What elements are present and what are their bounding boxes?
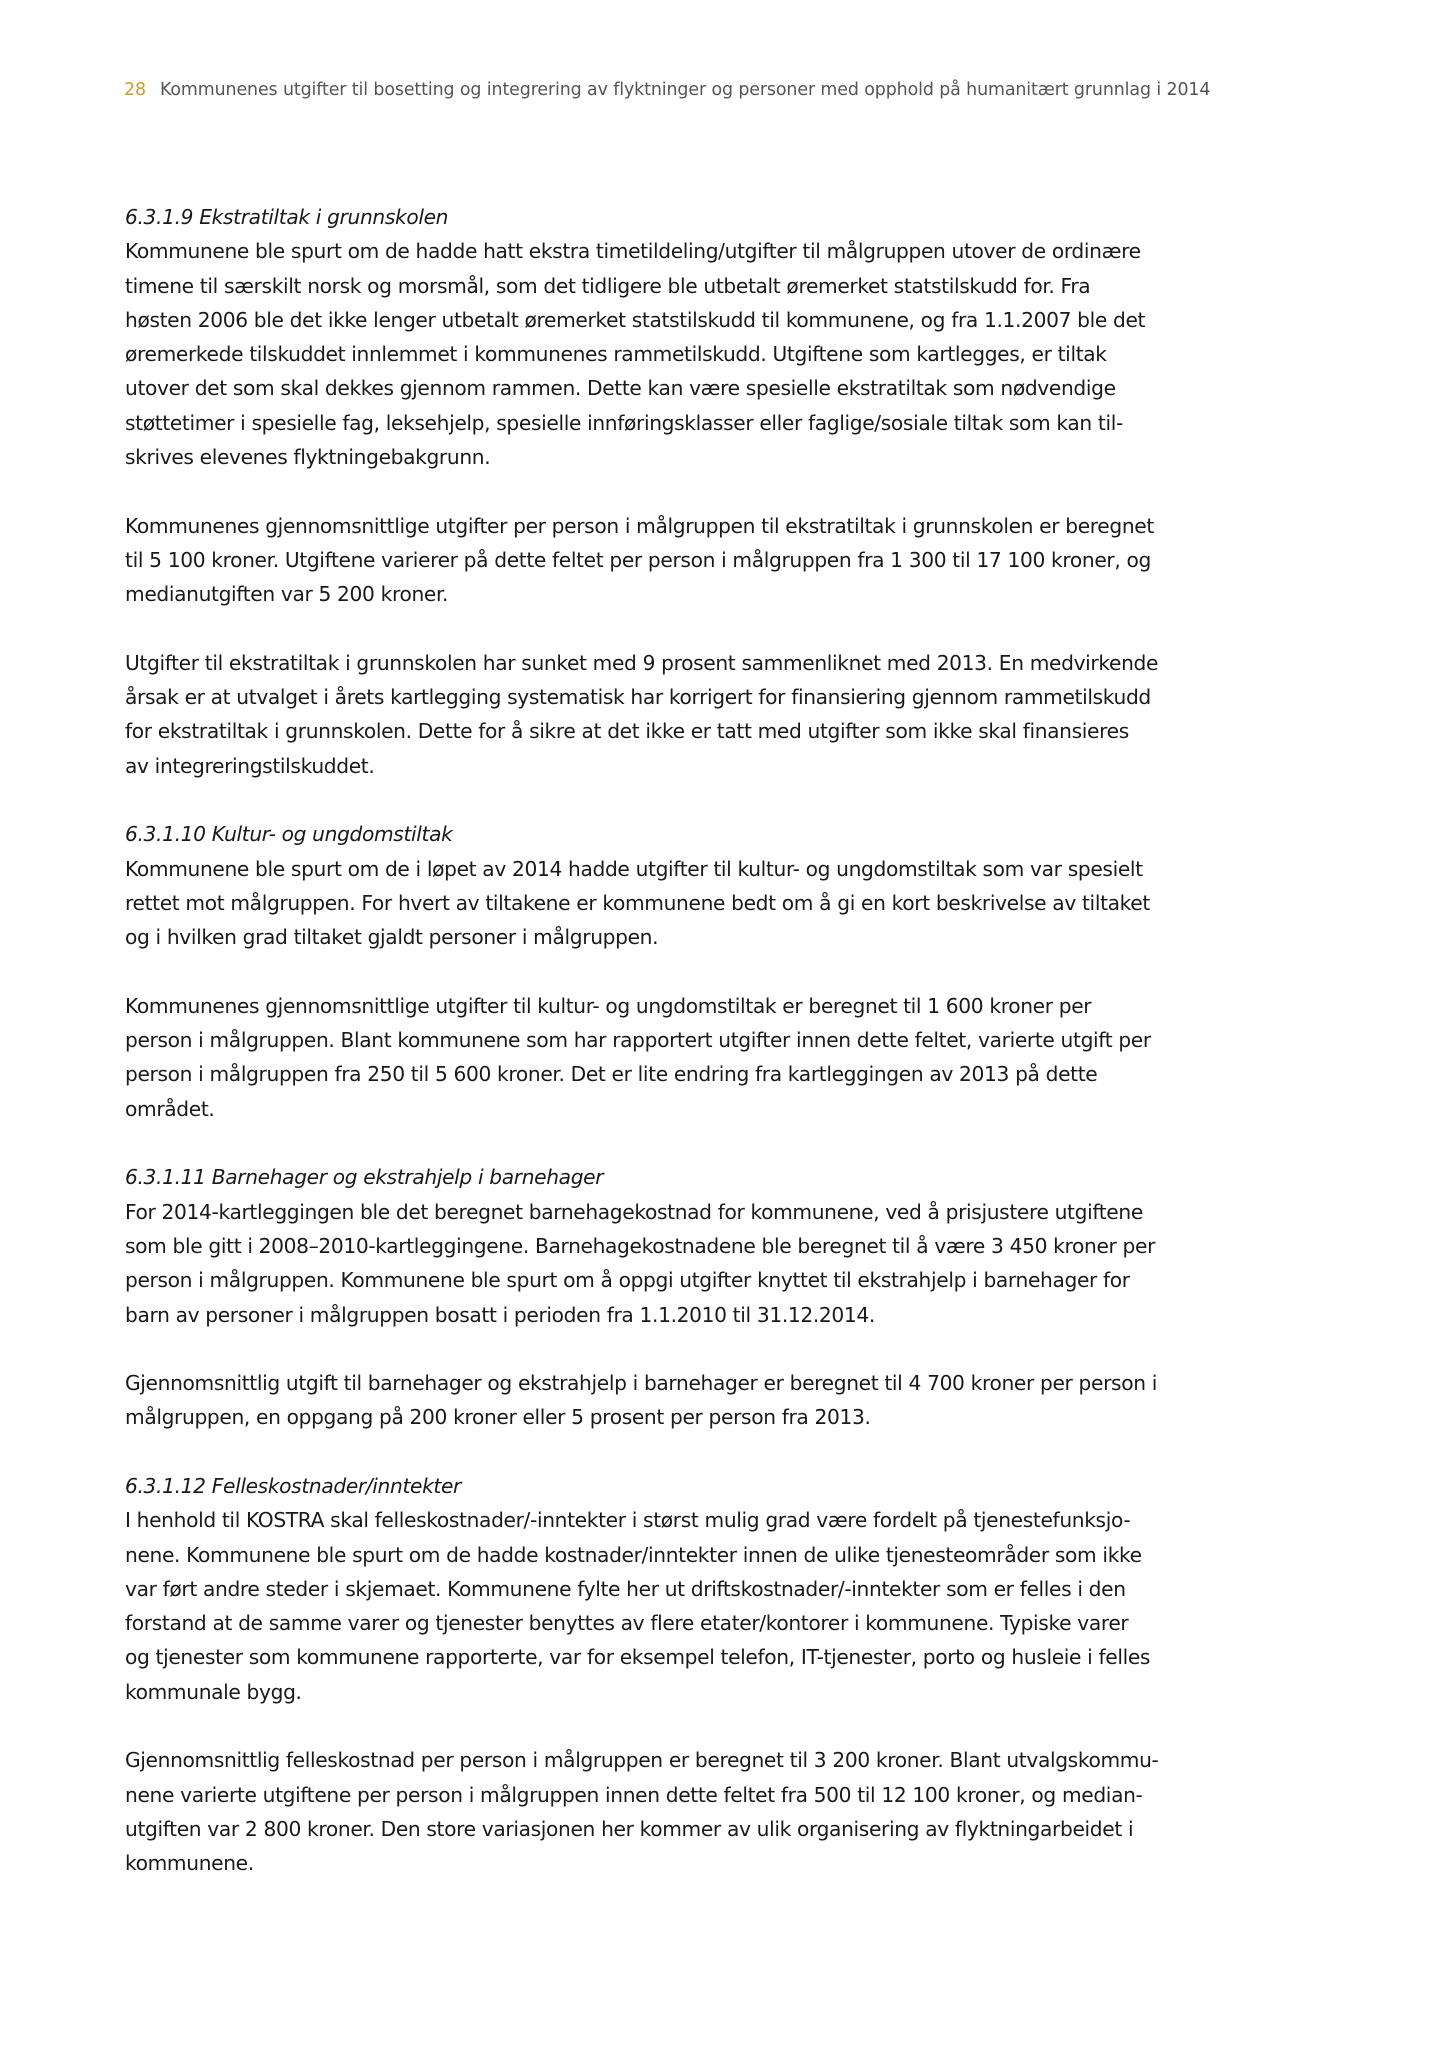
paragraph: [125, 1743, 1320, 1880]
page-number: 28: [124, 80, 146, 100]
text-line: forstand at de samme varer og tjenester benyttes av flere etater/kontorer i kommunene. Typiske varer: [125, 1611, 1129, 1636]
text-line: person i målgruppen fra 250 til 5 600 kroner. Det er lite endring fra kartleggingen av 2013 på dette: [125, 1062, 1098, 1087]
text-line: høsten 2006 ble det ikke lenger utbetalt øremerket statstilskudd til kommunene, og fra 1.1.2007 ble det: [125, 307, 1146, 332]
paragraph: [125, 234, 1320, 474]
section-gap: [125, 1435, 1320, 1469]
text-line: Gjennomsnittlig utgift til barnehager og ekstrahjelp i barnehager er beregnet til 4 700 kroner per person i: [125, 1371, 1157, 1396]
text-line: I henhold til KOSTRA skal felleskostnader/-inntekter i størst mulig grad være fordelt på tjenestefunksjo-: [125, 1508, 1131, 1533]
section-heading: 6.3.1.11 Barnehager og ekstrahjelp i barnehager: [125, 1165, 604, 1190]
text-line: Utgifter til ekstratiltak i grunnskolen har sunket med 9 prosent sammenliknet med 2013. En medvirkende: [125, 650, 1159, 675]
text-line: Kommunenes gjennomsnittlige utgifter per person i målgruppen til ekstratiltak i grunnskolen er beregnet: [125, 513, 1154, 538]
text-line: området.: [125, 1096, 215, 1121]
text-line: person i målgruppen. Blant kommunene som har rapportert utgifter innen dette feltet, varierte utgift per: [125, 1028, 1151, 1053]
section-kultur-ungdomstiltak: [125, 817, 1320, 1126]
document-body: [125, 200, 1320, 1881]
text-line: Kommunene ble spurt om de i løpet av 2014 hadde utgifter til kultur- og ungdomstiltak som var spesielt: [125, 856, 1143, 881]
text-line: medianutgiften var 5 200 kroner.: [125, 582, 449, 607]
paragraph: [125, 1366, 1320, 1435]
text-line: for ekstratiltak i grunnskolen. Dette for å sikre at det ikke er tatt med utgifter som ikke skal finansieres: [125, 719, 1129, 744]
text-line: kommunale bygg.: [125, 1679, 302, 1704]
running-header-title: Kommunenes utgifter til bosetting og integrering av flyktninger og personer med opphold på humanitært grunnlag i 2014: [159, 80, 1211, 100]
section-heading: 6.3.1.10 Kultur- og ungdomstiltak: [125, 822, 453, 847]
text-line: skrives elevenes flyktningebakgrunn.: [125, 445, 491, 470]
section-gap: [125, 1126, 1320, 1160]
paragraph: [125, 989, 1320, 1126]
paragraph: [125, 646, 1320, 783]
text-line: av integreringstilskuddet.: [125, 753, 375, 778]
paragraph: [125, 852, 1320, 955]
section-heading: 6.3.1.12 Felleskostnader/inntekter: [125, 1473, 462, 1498]
text-line: kommunene.: [125, 1851, 254, 1876]
text-line: nene varierte utgiftene per person i målgruppen innen dette feltet fra 500 til 12 100 kroner, og median-: [125, 1782, 1143, 1807]
text-line: barn av personer i målgruppen bosatt i perioden fra 1.1.2010 til 31.12.2014.: [125, 1302, 875, 1327]
text-line: rettet mot målgruppen. For hvert av tiltakene er kommunene bedt om å gi en kort beskrivelse av tiltaket: [125, 890, 1150, 915]
paragraph-gap: [125, 1709, 1320, 1743]
text-line: For 2014-kartleggingen ble det beregnet barnehagekostnad for kommunene, ved å prisjustere utgiftene: [125, 1199, 1143, 1224]
text-line: var ført andre steder i skjemaet. Kommunene fylte her ut driftskostnader/-inntekter som er felles i den: [125, 1576, 1126, 1601]
text-line: nene. Kommunene ble spurt om de hadde kostnader/inntekter innen de ulike tjenesteområder som ikke: [125, 1542, 1142, 1567]
text-line: og i hvilken grad tiltaket gjaldt personer i målgruppen.: [125, 925, 659, 950]
paragraph-gap: [125, 955, 1320, 989]
section-felleskostnader: [125, 1469, 1320, 1881]
text-line: utgiften var 2 800 kroner. Den store variasjonen her kommer av ulik organisering av flyktningarbeidet i: [125, 1816, 1134, 1841]
text-line: Kommunenes gjennomsnittlige utgifter til kultur- og ungdomstiltak er beregnet til 1 600 kroner per: [125, 993, 1092, 1018]
running-header: [124, 80, 1210, 100]
text-line: utover det som skal dekkes gjennom rammen. Dette kan være spesielle ekstratiltak som nødvendige: [125, 376, 1116, 401]
section-ekstratiltak-grunnskolen: [125, 200, 1320, 783]
text-line: Kommunene ble spurt om de hadde hatt ekstra timetildeling/utgifter til målgruppen utover de ordinære: [125, 239, 1141, 264]
paragraph-gap: [125, 474, 1320, 508]
text-line: Gjennomsnittlig felleskostnad per person i målgruppen er beregnet til 3 200 kroner. Blant utvalgskommu-: [125, 1748, 1159, 1773]
text-line: person i målgruppen. Kommunene ble spurt om å oppgi utgifter knyttet til ekstrahjelp i barnehager for: [125, 1268, 1130, 1293]
text-line: og tjenester som kommunene rapporterte, var for eksempel telefon, IT-tjenester, porto og husleie i felles: [125, 1645, 1151, 1670]
paragraph-gap: [125, 612, 1320, 646]
section-gap: [125, 783, 1320, 817]
paragraph: [125, 509, 1320, 612]
section-barnehager: [125, 1160, 1320, 1434]
paragraph: [125, 1503, 1320, 1709]
text-line: til 5 100 kroner. Utgiftene varierer på dette feltet per person i målgruppen fra 1 300 til 17 100 kroner, og: [125, 547, 1151, 572]
paragraph-gap: [125, 1332, 1320, 1366]
text-line: årsak er at utvalget i årets kartlegging systematisk har korrigert for finansiering gjennom rammetilskudd: [125, 685, 1151, 710]
text-line: øremerkede tilskuddet innlemmet i kommunenes rammetilskudd. Utgiftene som kartlegges, er tiltak: [125, 342, 1107, 367]
paragraph: [125, 1195, 1320, 1332]
text-line: timene til særskilt norsk og morsmål, som det tidligere ble utbetalt øremerket statstilskudd for. Fra: [125, 273, 1091, 298]
text-line: målgruppen, en oppgang på 200 kroner eller 5 prosent per person fra 2013.: [125, 1405, 871, 1430]
text-line: støttetimer i spesielle fag, leksehjelp, spesielle innføringsklasser eller faglige/sosiale tiltak som kan til-: [125, 410, 1123, 435]
text-line: som ble gitt i 2008–2010-kartleggingene. Barnehagekostnadene ble beregnet til å være 3 450 kroner per: [125, 1233, 1156, 1258]
section-heading: 6.3.1.9 Ekstratiltak i grunnskolen: [125, 205, 449, 229]
